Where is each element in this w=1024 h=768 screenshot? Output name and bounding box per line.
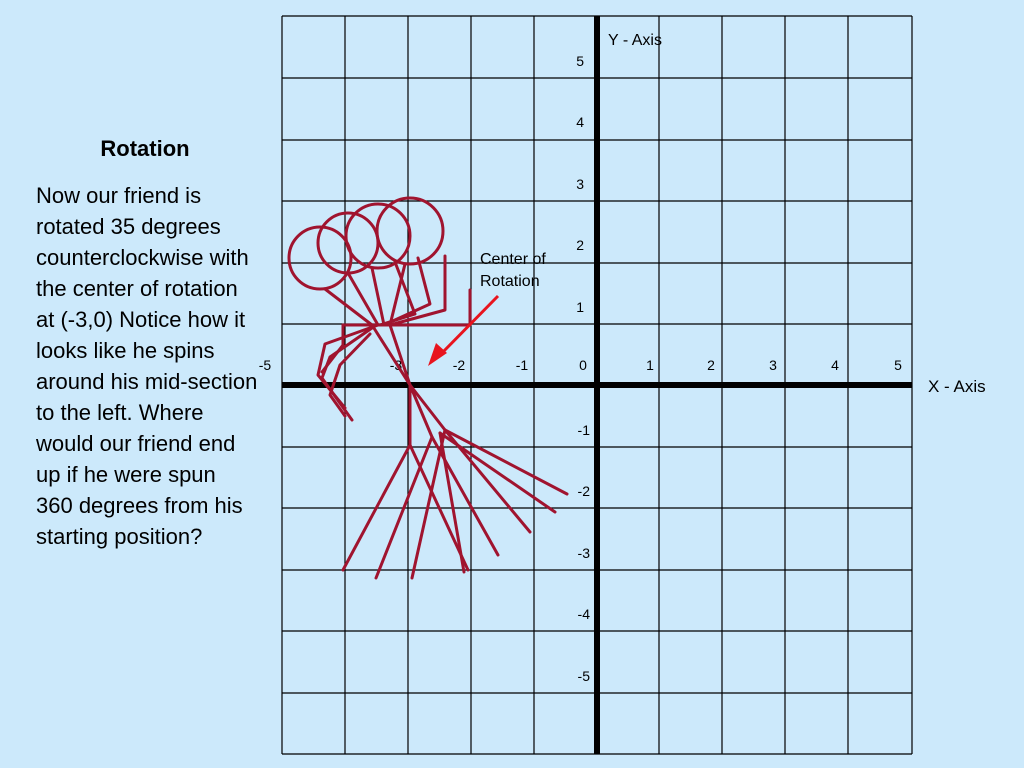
stick-figure-leg bbox=[412, 430, 445, 578]
stick-figure-torso bbox=[390, 325, 410, 385]
y-tick-label: -1 bbox=[577, 422, 590, 438]
y-axis-label: Y - Axis bbox=[608, 32, 662, 49]
slide-title: Rotation bbox=[100, 136, 190, 161]
x-tick-label: 0 bbox=[579, 357, 587, 373]
arrowhead-icon bbox=[428, 343, 447, 366]
y-tick-label: 3 bbox=[576, 176, 584, 192]
x-tick-label: -5 bbox=[258, 357, 272, 373]
x-tick-label: 5 bbox=[894, 357, 902, 373]
x-axis-label: X - Axis bbox=[928, 377, 986, 396]
y-tick-label: 4 bbox=[576, 114, 584, 130]
y-tick-label: 2 bbox=[576, 237, 584, 253]
x-tick-label: -3 bbox=[389, 357, 403, 373]
x-tick-label: -1 bbox=[515, 357, 529, 373]
x-tick-label: 1 bbox=[646, 357, 654, 373]
stick-figure-arm bbox=[330, 334, 370, 416]
center-of-rotation-label-line2: Rotation bbox=[480, 273, 540, 290]
y-tick-label: -2 bbox=[577, 483, 590, 499]
y-tick-label: -4 bbox=[577, 606, 590, 622]
stick-figure-leg bbox=[440, 433, 555, 512]
x-tick-label: 4 bbox=[831, 357, 839, 373]
stick-figure-neck bbox=[325, 289, 372, 325]
center-of-rotation-label-line1: Center of bbox=[480, 251, 546, 268]
stick-figure-leg bbox=[440, 433, 464, 572]
x-tick-label: 2 bbox=[707, 357, 715, 373]
x-tick-label: -2 bbox=[452, 357, 466, 373]
slide-body-text: Now our friend is rotated 35 degrees counterclockwise with the center of rotation at (-3,0) Notice how it looks like he spins around his mid-section to the left. Where would our friend end up if he were spun 360 degrees from his starting position? bbox=[36, 183, 258, 549]
stick-figure-torso bbox=[372, 325, 410, 385]
stick-figure-leg bbox=[445, 430, 567, 494]
y-tick-label: 1 bbox=[576, 299, 584, 315]
y-tick-label: -3 bbox=[577, 545, 590, 561]
y-tick-label: -5 bbox=[577, 668, 590, 684]
y-tick-label: 5 bbox=[576, 53, 584, 69]
x-tick-label: 3 bbox=[769, 357, 777, 373]
